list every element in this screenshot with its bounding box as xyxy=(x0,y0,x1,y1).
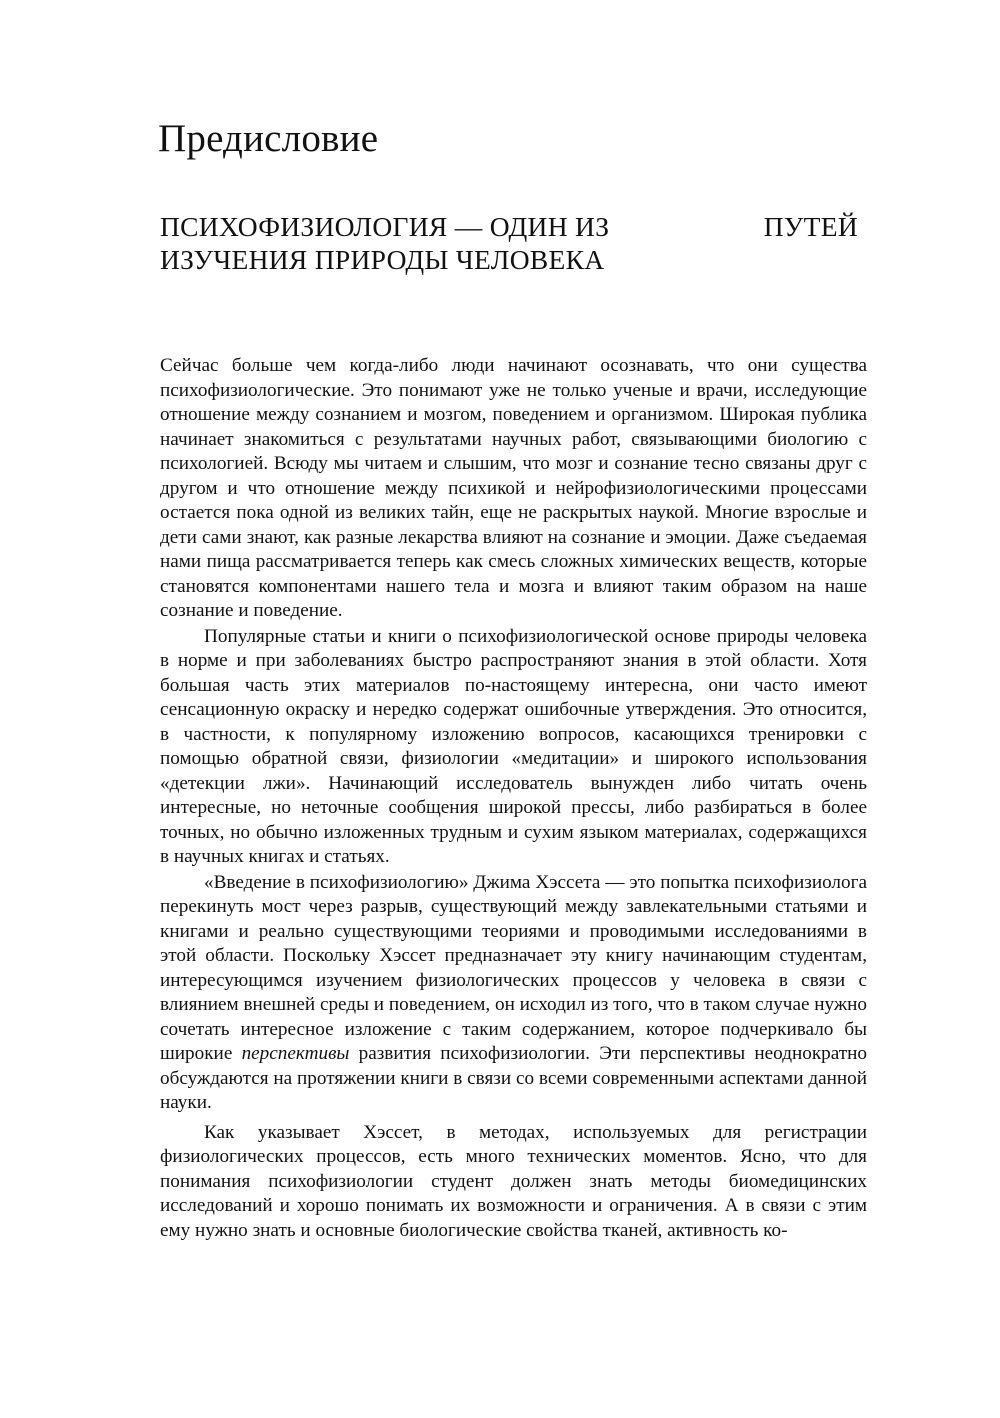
paragraph-3 xyxy=(160,871,867,1116)
subtitle-line-1 xyxy=(160,210,858,243)
subtitle-line-2: ИЗУЧЕНИЯ ПРИРОДЫ ЧЕЛОВЕКА xyxy=(160,244,605,275)
paragraph-3-text-b: развития психофизиологии. Эти перспективы неоднократно обсуждаются на протяжении книги в связи со всеми современными аспектами данной науки. xyxy=(160,1043,868,1113)
paragraph-2: Популярные статьи и книги о психофизиологической основе природы человека в норме и при заболеваниях быстро распространяют знания в этой области. Хотя большая часть этих материалов по-настоящему интересна, они часто имеют сенсационную окраску и нередко содержат ошибочные утверждения. Это относится, в частности, к популярному изложению вопросов, касающихся тренировки с помощью обратной связи, физиологии «медитации» и широкого использования «детекции лжи». Начинающий исследователь вынужден либо читать очень интересные, но неточные сообщения широкой прессы, либо разбираться в более точных, но обычно изложенных трудным и сухим языком материалах, содержащихся в научных книгах и статьях. xyxy=(160,625,867,867)
paragraph-4: Как указывает Хэссет, в методах, используемых для регистрации физиологических процессов, есть много технических моментов. Ясно, что для понимания психофизиологии студент должен знать методы биомедицинских исследований и хорошо понимать их возможности и ограничения. А в связи с этим ему нужно знать и основные биологические свойства тканей, активность ко- xyxy=(160,1121,867,1241)
subtitle-line-1-left: ПСИХОФИЗИОЛОГИЯ — ОДИН ИЗ xyxy=(160,211,610,242)
paragraph-3-emphasis: перспективы xyxy=(241,1043,350,1064)
body-text xyxy=(160,354,867,1244)
paragraph-3-text-a: «Введение в психофизиологию» Джима Хэссета — это попытка психофизиолога перекинуть мост через разрыв, существующий между завлекательными статьями и книгами и реально существующими теориями и проводимыми исследованиями в этой области. Поскольку Хэссет предназначает эту книгу начинающим студентам, интересующимся изучением физиологических процессов у человека в связи с влиянием внешней среды и поведением, он исходил из того, что в таком случае нужно сочетать интересное изложение с таким содержанием, которое подчеркивало бы широкие xyxy=(160,871,867,1064)
section-subtitle xyxy=(160,210,860,276)
subtitle-line-1-right: ПУТЕЙ xyxy=(763,211,858,242)
chapter-title: Предисловие xyxy=(158,117,379,160)
paragraph-1: Сейчас больше чем когда-либо люди начинают осознавать, что они существа психофизиологические. Это понимают уже не только ученые и врачи, исследующие отношение между сознанием и мозгом, поведением и организмом. Широкая публика начинает знакомиться с результатами научных работ, связывающими биологию с психологией. Всюду мы читаем и слышим, что мозг и сознание тесно связаны друг с другом и что отношение между психикой и нейрофизиологическими процессами остается пока одной из великих тайн, еще не раскрытых наукой. Многие взрослые и дети сами знают, как разные лекарства влияют на сознание и эмоции. Даже съедаемая нами пища рассматривается теперь как смесь сложных химических веществ, которые становятся компонентами нашего тела и мозга и влияют таким образом на наше сознание и поведение. xyxy=(160,355,867,621)
